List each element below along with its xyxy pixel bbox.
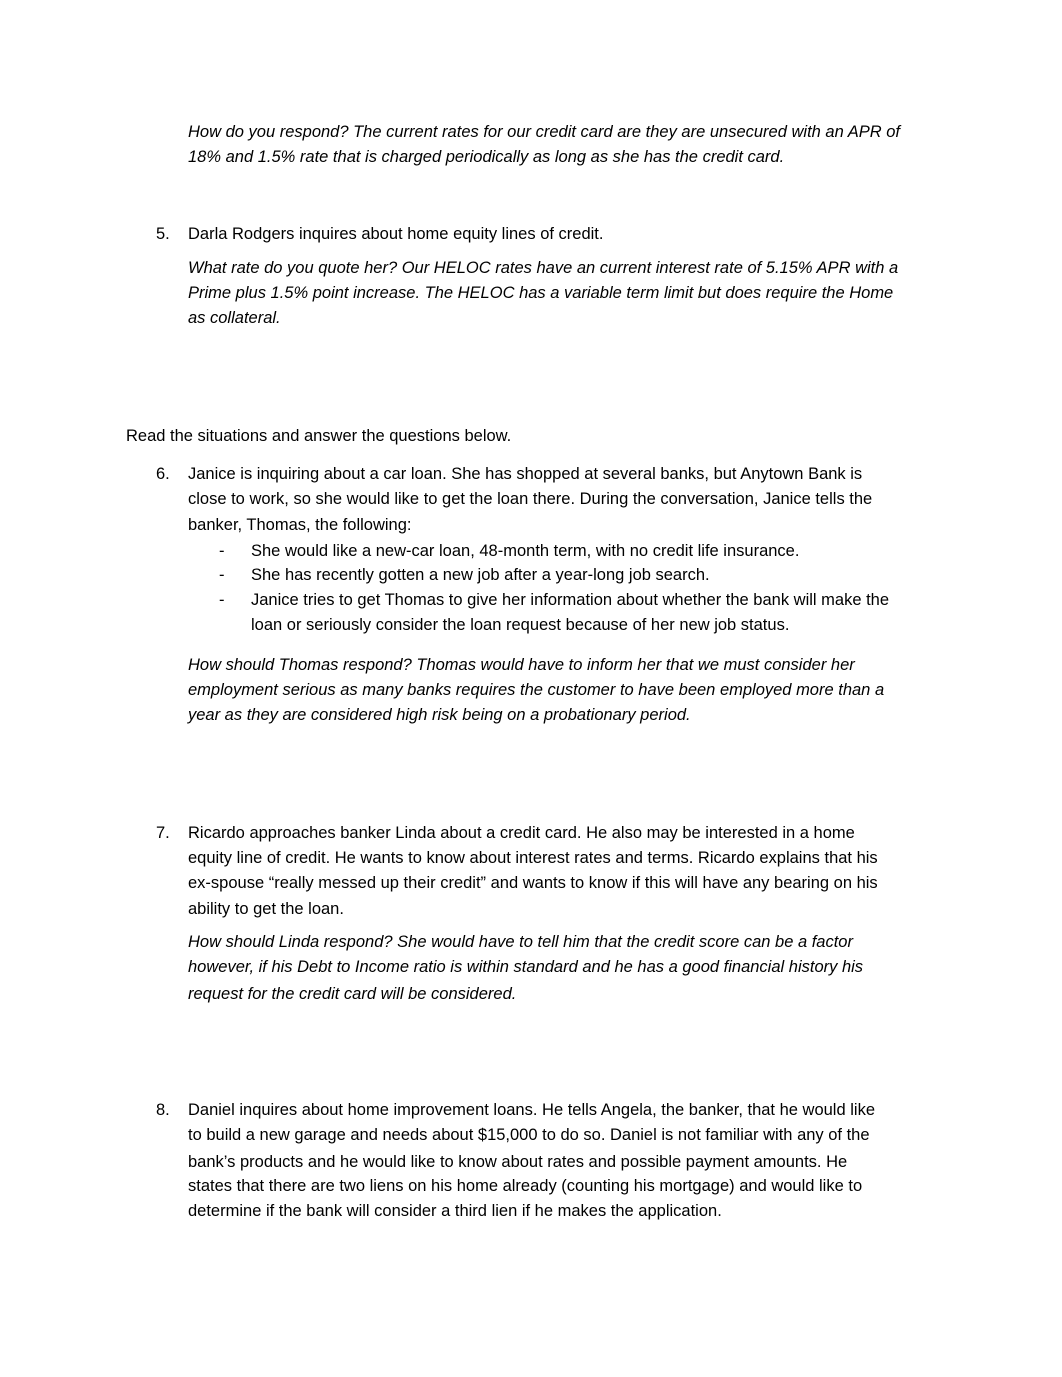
question-text: equity line of credit. He wants to know about interest rates and terms. Ricardo explains that his: [188, 849, 878, 867]
answer-line: year as they are considered high risk being on a probationary period.: [188, 706, 691, 724]
question-text: ability to get the loan.: [188, 900, 344, 918]
bullet-marker: -: [219, 591, 225, 609]
question-text: ex-spouse “really messed up their credit” and wants to know if this will have any bearing on his: [188, 874, 878, 892]
question-text: determine if the bank will consider a third lien if he makes the application.: [188, 1202, 722, 1220]
question-text: banker, Thomas, the following:: [188, 516, 412, 534]
bullet-item: loan or seriously consider the loan request because of her new job status.: [251, 616, 790, 634]
bullet-item: She would like a new-car loan, 48-month term, with no credit life insurance.: [251, 542, 800, 560]
answer-line: How do you respond? The current rates for our credit card are they are unsecured with an APR of: [188, 123, 901, 141]
bullet-item: Janice tries to get Thomas to give her information about whether the bank will make the: [251, 591, 890, 609]
question-number: 6.: [156, 465, 170, 483]
answer-line: request for the credit card will be considered.: [188, 985, 517, 1003]
answer-line: employment serious as many banks requires the customer to have been employed more than a: [188, 681, 885, 699]
question-text: to build a new garage and needs about $15,000 to do so. Daniel is not familiar with any of the: [188, 1126, 870, 1144]
question-text: states that there are two liens on his home already (counting his mortgage) and would like to: [188, 1177, 863, 1195]
answer-line: How should Thomas respond? Thomas would have to inform her that we must consider her: [188, 656, 855, 674]
answer-line: What rate do you quote her? Our HELOC rates have an current interest rate of 5.15% APR with a: [188, 259, 899, 277]
question-text: Darla Rodgers inquires about home equity lines of credit.: [188, 225, 604, 243]
question-text: bank’s products and he would like to know about rates and possible payment amounts. He: [188, 1153, 848, 1171]
bullet-item: She has recently gotten a new job after a year-long job search.: [251, 566, 710, 584]
question-text: Ricardo approaches banker Linda about a credit card. He also may be interested in a home: [188, 824, 855, 842]
question-number: 5.: [156, 225, 170, 243]
answer-line: How should Linda respond? She would have to tell him that the credit score can be a factor: [188, 933, 853, 951]
answer-line: Prime plus 1.5% point increase. The HELOC has a variable term limit but does require the Home: [188, 284, 894, 302]
question-text: close to work, so she would like to get the loan there. During the conversation, Janice tells the: [188, 490, 873, 508]
question-text: Janice is inquiring about a car loan. She has shopped at several banks, but Anytown Bank is: [188, 465, 863, 483]
question-text: Daniel inquires about home improvement loans. He tells Angela, the banker, that he would like: [188, 1101, 875, 1119]
answer-line: 18% and 1.5% rate that is charged periodically as long as she has the credit card.: [188, 148, 785, 166]
section-intro: Read the situations and answer the questions below.: [126, 427, 512, 445]
answer-line: however, if his Debt to Income ratio is within standard and he has a good financial history his: [188, 958, 864, 976]
answer-line: as collateral.: [188, 309, 281, 327]
question-number: 8.: [156, 1101, 170, 1119]
bullet-marker: -: [219, 566, 225, 584]
question-number: 7.: [156, 824, 170, 842]
bullet-marker: -: [219, 542, 225, 560]
